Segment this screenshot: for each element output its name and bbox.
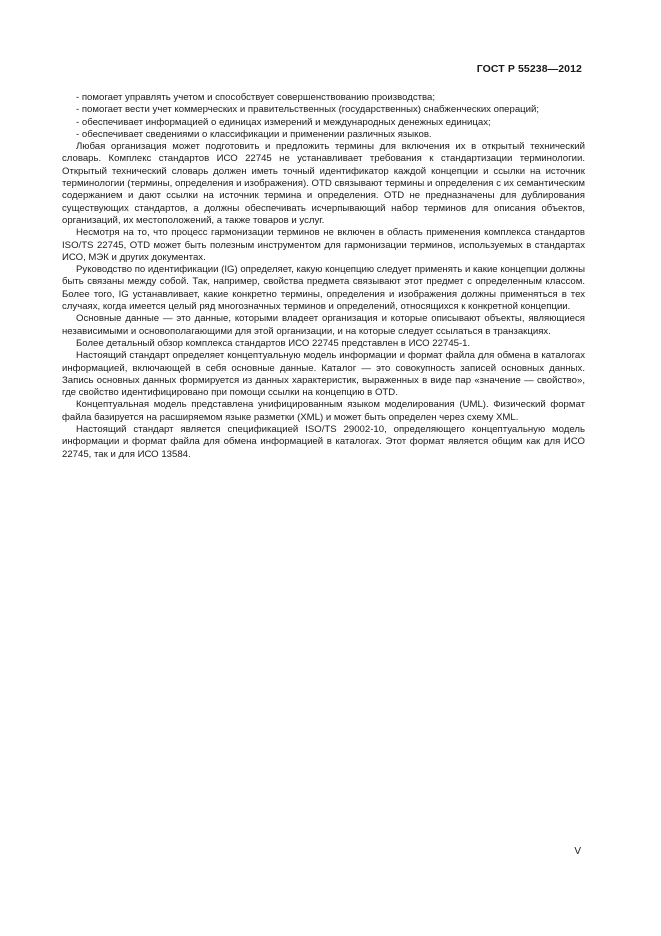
- paragraph: Несмотря на то, что процесс гармонизации терминов не включен в область применения комплекса стандартов ISO/TS 22745, OTD может быть полезным инструментом для гармонизации терминов, используемых в стандартах ИСО, МЭК и других документах.: [62, 227, 585, 263]
- paragraph: Любая организация может подготовить и предложить термины для включения их в открытый технический словарь. Комплекс стандартов ИСО 22745 не устанавливает требования к стандартизации терминологии. Открытый технический словарь должен иметь точный идентификатор каждой концепции и ссылки на источник терминологии (термины, определения и изображения). OTD связывают термины и определения с их семантическим содержанием и дают ссылки на источник термина и определения. OTD не предназначены для дублирования существующих стандартов, а должны обеспечивать исчерпывающий набор терминов для описания объектов, организаций, их местоположений, а также товаров и услуг.: [62, 141, 585, 226]
- page-number: V: [574, 846, 581, 857]
- document-header: ГОСТ Р 55238—2012: [476, 63, 582, 75]
- paragraph: Концептуальная модель представлена унифицированным языком моделирования (UML). Физический формат файла базируется на расширяемом языке разметки (XML) и может быть определен через схему XML.: [62, 399, 585, 423]
- paragraph: Руководство по идентификации (IG) определяет, какую концепцию следует применять и какие концепции должны быть связаны между собой. Так, например, свойства предмета связывают этот предмет с определенным классом. Более того, IG устанавливает, какие конкретно термины, определения и изображения должны применяться в тех случаях, когда имеется целый ряд многозначных терминов и определений, относящихся к конкретной концепции.: [62, 264, 585, 313]
- list-item: - помогает управлять учетом и способствует совершенствованию производства;: [76, 92, 436, 103]
- list-item: - обеспечивает сведениями о классификации и применении различных языков.: [76, 128, 432, 140]
- document-body: [62, 92, 585, 461]
- list-item: - помогает вести учет коммерческих и правительственных (государственных) снабженческих операций;: [76, 104, 540, 116]
- list-item: - обеспечивает информацией о единицах измерений и международных денежных единицах;: [76, 116, 491, 128]
- paragraph: Основные данные — это данные, которыми владеет организация и которые описывают объекты, являющиеся независимыми и основополагающими для этой организации, и на которые следует ссылаться в транзакциях.: [62, 313, 585, 337]
- paragraph: Настоящий стандарт является спецификацией ISO/TS 29002-10, определяющего концептуальную модель информации и формат файла для обмена информацией в каталогах. Этот формат является общим как для ИСО 22745, так и для ИСО 13584.: [62, 424, 585, 460]
- paragraph: Более детальный обзор комплекса стандартов ИСО 22745 представлен в ИСО 22745-1.: [76, 337, 471, 349]
- paragraph: Настоящий стандарт определяет концептуальную модель информации и формат файла для обмена в каталогах информацией, включающей в себя основные данные. Каталог — это совокупность записей основных данных. Запись основных данных формируется из данных характеристик, выраженных в виде пар «значение — свойство», где свойство идентифицировано при помощи ссылки на концепцию в OTD.: [62, 350, 585, 399]
